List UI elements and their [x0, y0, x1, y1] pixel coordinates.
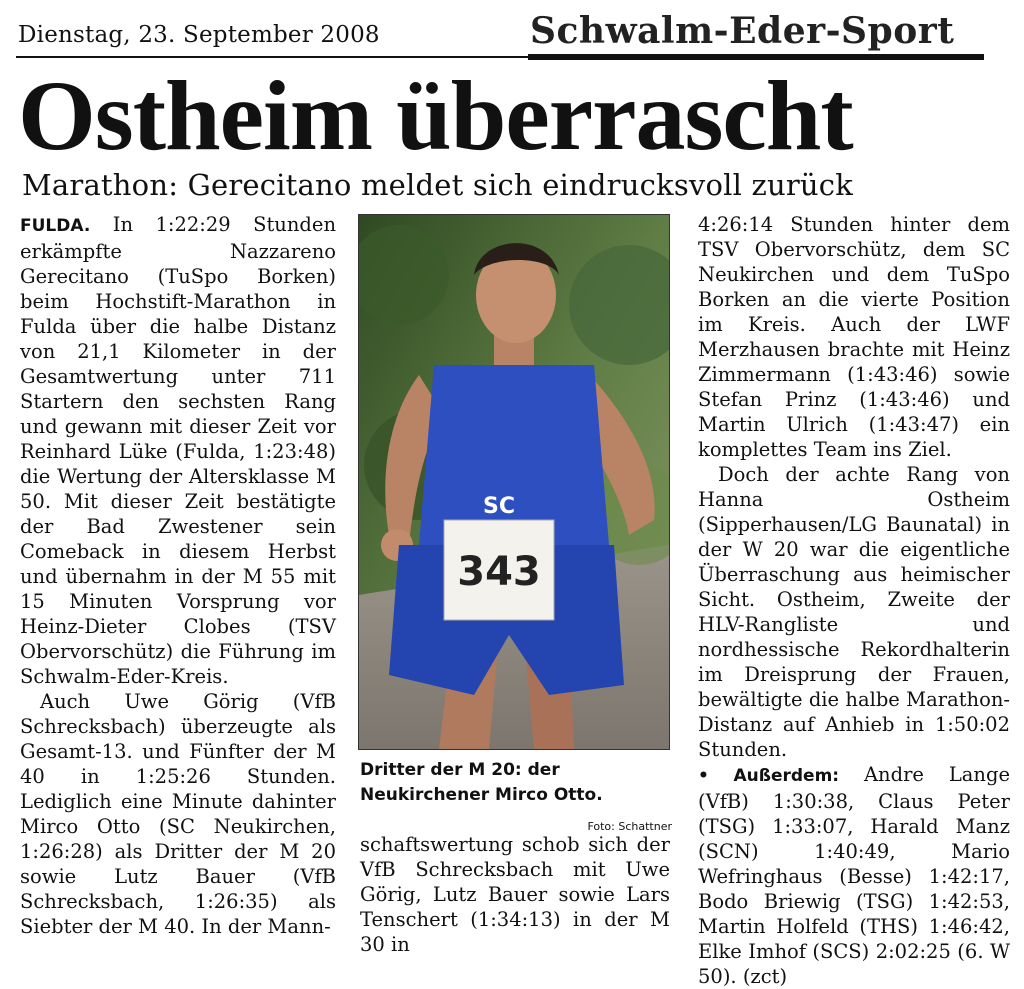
- shirt-logo: SC: [483, 494, 515, 519]
- photo-caption: [360, 758, 672, 839]
- article-column-2: [360, 832, 670, 957]
- runner-photo: [358, 214, 670, 750]
- runner-photo-image: [359, 215, 669, 749]
- header-date: Dienstag, 23. September 2008: [18, 22, 380, 48]
- paragraph: 4:26:14 Stunden hinter dem TSV Obervorschütz, dem SC Neukirchen und dem TuSpo Borken an die vierte Position im Kreis. Auch der LWF Merzhausen brachte mit Heinz Zimmermann (1:43:46) sowie Stefan Prinz (1:43:46) und Martin Ulrich (1:43:47) ein komplettes Team ins Ziel.: [698, 213, 1010, 461]
- headline: Ostheim überrascht: [18, 60, 853, 171]
- article-column-3: [698, 212, 1010, 989]
- caption-text: Dritter der M 20: der Neukirchener Mirco Otto.: [360, 760, 603, 805]
- dateline: FULDA.: [20, 216, 91, 236]
- paragraph: Auch Uwe Görig (VfB Schrecksbach) überzeugte als Gesamt-13. und Fünfter der M 40 in 1:25:26 Stunden. Lediglich eine Minute dahinter Mirco Otto (SC Neukirchen, 1:26:28) als Dritter der M 20 sowie Lutz Bauer (VfB Schrecksbach, 1:26:35) als Siebter der M 40. In der Mann-: [20, 690, 336, 938]
- bullet-lead: • Außerdem:: [698, 766, 840, 786]
- article-column-1: [20, 212, 336, 939]
- paragraph-text: In 1:22:29 Stunden erkämpfte Nazzareno Gerecitano (TuSpo Borken) beim Hochstift-Marathon in Fulda über die halbe Distanz von 21,1 Kilometer in der Gesamtwertung unter 711 Startern den sechsten Rang und gewann mit dieser Zeit vor Reinhard Lüke (Fulda, 1:23:48) die Wertung der Altersklasse M 50. Mit dieser Zeit bestätigte der Bad Zwestener sein Comeback in diesem Herbst und übernahm in der M 55 mit 15 Minuten Vorsprung vor Heinz-Dieter Clobes (TSV Obervorschütz) die Führung im Schwalm-Eder-Kreis.: [20, 213, 337, 688]
- photo-credit: Foto: Schattner: [587, 820, 672, 833]
- paragraph: [698, 762, 1010, 989]
- subheadline: Marathon: Gerecitano meldet sich eindrucksvoll zurück: [22, 168, 854, 202]
- paragraph-text: Andre Lange (VfB) 1:30:38, Claus Peter (TSG) 1:33:07, Harald Manz (SCN) 1:40:49, Mario Wefringhaus (Besse) 1:42:17, Bodo Briewig (TSG) 1:42:53, Martin Holfeld (THS) 1:46:42, Elke Imhof (SCS) 2:02:25 (6. W 50). (zct): [698, 763, 1010, 988]
- bib-number: 343: [457, 549, 541, 595]
- paragraph: Doch der achte Rang von Hanna Ostheim (Sipperhausen/LG Baunatal) in der W 20 war die eigentliche Überraschung aus heimischer Sicht. Ostheim, Zweite der HLV-Rangliste und nordhessische Rekordhalterin im Dreisprung der Frauen, bewältigte die halbe Marathon-Distanz auf Anhieb in 1:50:02 Stunden.: [698, 463, 1010, 761]
- paragraph: [20, 212, 336, 689]
- section-title: Schwalm-Eder-Sport: [530, 10, 955, 52]
- paragraph: schaftswertung schob sich der VfB Schrecksbach mit Uwe Görig, Lutz Bauer sowie Lars Tenschert (1:34:13) in der M 30 in: [360, 833, 670, 956]
